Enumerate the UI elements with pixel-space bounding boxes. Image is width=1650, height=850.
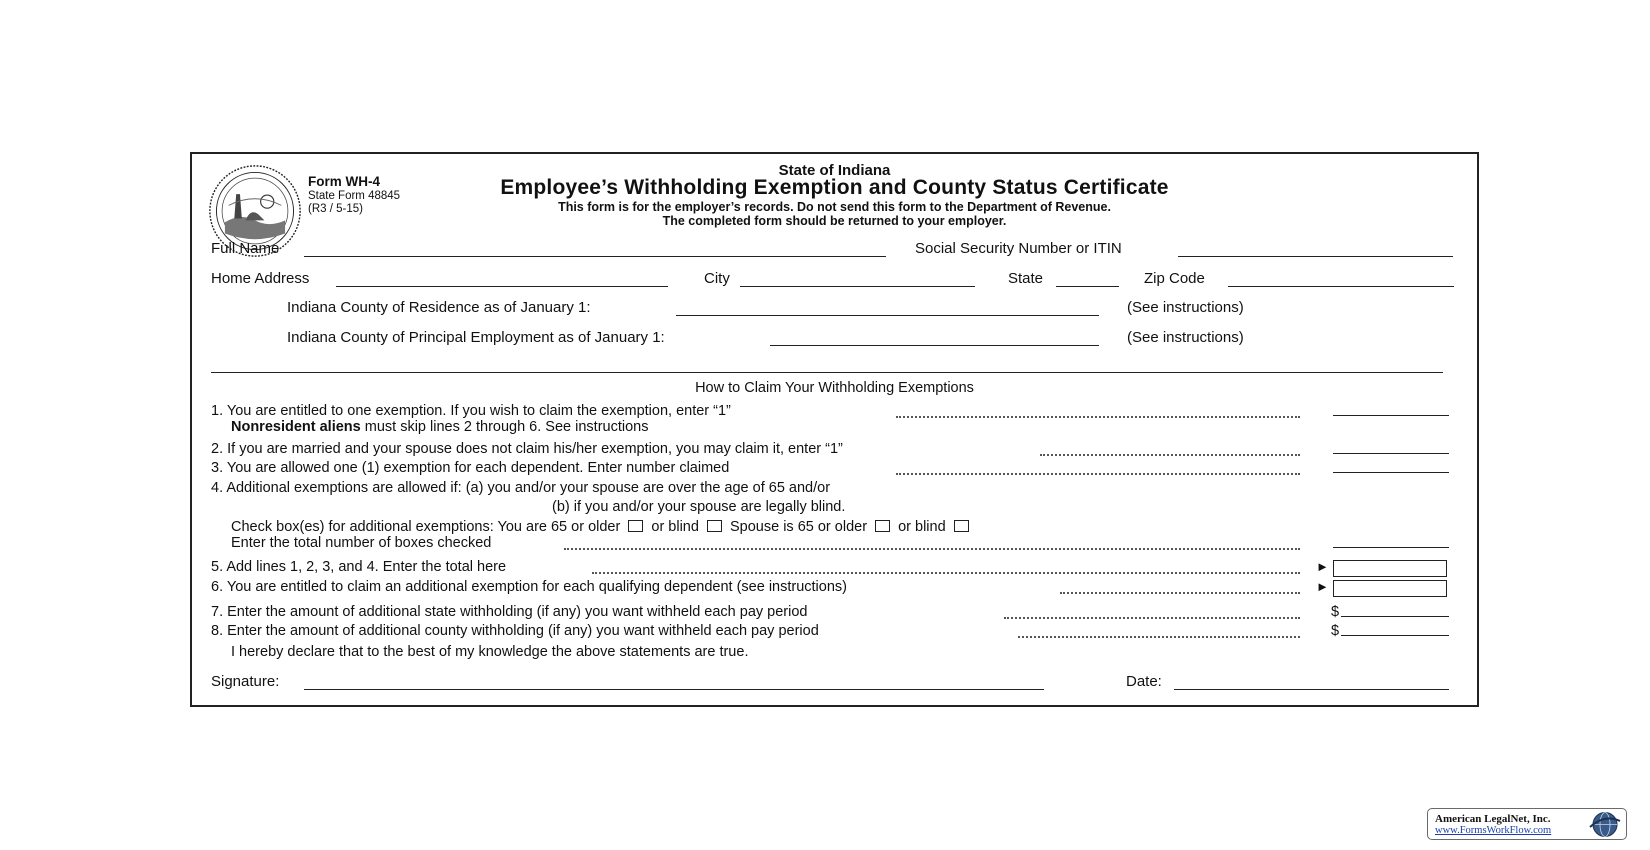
form-number: Form WH-4 (308, 174, 380, 189)
check-boxes-row (231, 519, 973, 535)
total-boxes-leader (564, 548, 1300, 550)
american-legalnet-logo[interactable] (1427, 808, 1627, 840)
line-7-leader (1004, 617, 1300, 619)
signature-label: Signature: (211, 673, 280, 690)
county-employment-field[interactable] (770, 345, 1099, 346)
globe-icon (1587, 810, 1623, 839)
line-6-text: 6. You are entitled to claim an additional exemption for each qualifying dependent (see instructions) (211, 579, 847, 595)
full-name-field[interactable] (304, 256, 886, 257)
total-boxes-text: Enter the total number of boxes checked (231, 535, 492, 551)
state-field[interactable] (1056, 286, 1119, 287)
spouse-65-checkbox[interactable] (875, 520, 890, 532)
date-field[interactable] (1174, 689, 1449, 690)
line-6-box[interactable] (1333, 580, 1447, 597)
nonresident-rest: must skip lines 2 through 6. See instructions (360, 419, 649, 435)
line-1-answer[interactable] (1333, 415, 1449, 416)
residence-instructions: (See instructions) (1127, 299, 1244, 316)
city-label: City (704, 270, 730, 287)
line-4a-text: 4. Additional exemptions are allowed if: (a) you and/or your spouse are over the age of 65 and/or (211, 480, 831, 496)
date-label: Date: (1126, 673, 1162, 690)
logo-company-name: American LegalNet, Inc. (1435, 813, 1551, 825)
line-1-leader (896, 416, 1300, 418)
line-1-text: 1. You are entitled to one exemption. If you wish to claim the exemption, enter “1” (211, 403, 731, 419)
you-65-checkbox[interactable] (628, 520, 643, 532)
form-revision: (R3 / 5-15) (308, 203, 363, 215)
line-8-text: 8. Enter the amount of additional county withholding (if any) you want withheld each pay period (211, 623, 819, 639)
you-blind-checkbox[interactable] (707, 520, 722, 532)
zip-label: Zip Code (1144, 270, 1205, 287)
ssn-label: Social Security Number or ITIN (915, 240, 1122, 257)
zip-field[interactable] (1228, 286, 1454, 287)
line-2-text: 2. If you are married and your spouse does not claim his/her exemption, you may claim it, enter “1” (211, 441, 843, 457)
county-residence-field[interactable] (676, 315, 1099, 316)
state-heading: State of Indiana (778, 162, 891, 179)
home-address-label: Home Address (211, 270, 310, 287)
spouse-or-blind-label: or blind (898, 519, 946, 535)
line-5-total-box[interactable] (1333, 560, 1447, 577)
home-address-field[interactable] (336, 286, 668, 287)
spouse-65-label: Spouse is 65 or older (730, 519, 868, 535)
county-residence-label: Indiana County of Residence as of January 1: (287, 299, 591, 316)
line-7-dollar: $ (1331, 604, 1340, 620)
line-7-amount[interactable] (1341, 616, 1449, 617)
nonresident-note (231, 419, 648, 435)
line-3-text: 3. You are allowed one (1) exemption for each dependent. Enter number claimed (211, 460, 730, 476)
nonresident-bold: Nonresident aliens (231, 419, 361, 435)
line-6-arrow-icon: ► (1316, 579, 1329, 594)
line-4b-text: (b) if you and/or your spouse are legally blind. (552, 499, 846, 515)
county-employment-label: Indiana County of Principal Employment as of January 1: (287, 329, 665, 346)
line-8-leader (1018, 636, 1300, 638)
wh4-form (190, 152, 1479, 707)
form-title: Employee’s Withholding Exemption and County Status Certificate (500, 176, 1169, 199)
records-notice: This form is for the employer’s records. Do not send this form to the Department of Revenue. (558, 200, 1111, 214)
line-5-leader (592, 572, 1300, 574)
employment-instructions: (See instructions) (1127, 329, 1244, 346)
signature-field[interactable] (304, 689, 1044, 690)
or-blind-label: or blind (651, 519, 699, 535)
line-2-answer[interactable] (1333, 453, 1449, 454)
check-prefix: Check box(es) for additional exemptions: You are 65 or older (231, 519, 621, 535)
city-field[interactable] (740, 286, 975, 287)
line-3-answer[interactable] (1333, 472, 1449, 473)
line-7-text: 7. Enter the amount of additional state withholding (if any) you want withheld each pay period (211, 604, 808, 620)
ssn-field[interactable] (1178, 256, 1453, 257)
line-5-arrow-icon: ► (1316, 559, 1329, 574)
state-form-number: State Form 48845 (308, 190, 401, 202)
logo-url-link[interactable]: www.FormsWorkFlow.com (1435, 825, 1552, 836)
line-5-text: 5. Add lines 1, 2, 3, and 4. Enter the total here (211, 559, 507, 575)
spouse-blind-checkbox[interactable] (954, 520, 969, 532)
line-6-leader (1060, 592, 1300, 594)
section-divider (211, 372, 1443, 373)
total-boxes-answer[interactable] (1333, 547, 1449, 548)
exemptions-heading: How to Claim Your Withholding Exemptions (695, 380, 974, 396)
line-8-amount[interactable] (1341, 635, 1449, 636)
line-8-dollar: $ (1331, 623, 1340, 639)
line-3-leader (896, 473, 1300, 475)
return-notice: The completed form should be returned to your employer. (662, 214, 1007, 228)
declaration-text: I hereby declare that to the best of my knowledge the above statements are true. (231, 644, 749, 660)
line-2-leader (1040, 454, 1300, 456)
full-name-label: Full Name (211, 240, 280, 257)
state-label: State (1008, 270, 1044, 287)
